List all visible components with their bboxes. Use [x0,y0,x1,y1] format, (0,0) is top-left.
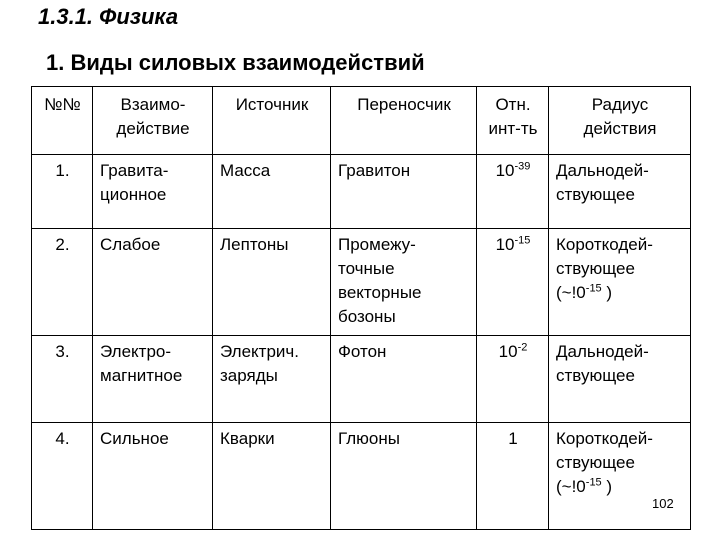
forces-table [31,86,691,530]
header-source: Источник [213,87,331,155]
header-intensity: Отн. инт-ть [477,87,549,155]
cell-carrier: Фотон [331,336,477,423]
cell-carrier: Промежу- точные векторные бозоны [331,229,477,336]
cell-interaction: Сильное [93,423,213,530]
slide-subtitle: 1. Виды силовых взаимодействий [46,50,425,75]
header-interaction: Взаимо- действие [93,87,213,155]
header-num: №№ [32,87,93,155]
cell-num: 4. [32,423,93,530]
header-radius: Радиус действия [549,87,691,155]
cell-radius: Короткодей- ствующее ($\sim!0^{-15}$ ) [549,423,691,530]
table-row [32,423,691,530]
cell-interaction: Слабое [93,229,213,336]
table-row [32,336,691,423]
cell-intensity: $10^{-15}$ [477,229,549,336]
header-carrier: Переносчик [331,87,477,155]
cell-source: Лептоны [213,229,331,336]
cell-interaction: Электро- магнитное [93,336,213,423]
cell-interaction: Гравита- ционное [93,155,213,229]
cell-num: 1. [32,155,93,229]
section-title: 1.3.1. Физика [38,4,179,29]
cell-source: Электрич. заряды [213,336,331,423]
cell-intensity: 1 [477,423,549,530]
cell-intensity: $10^{-39}$ [477,155,549,229]
table-row [32,229,691,336]
cell-radius: Короткодей- ствующее ($\sim!0^{-15}$ ) [549,229,691,336]
cell-source: Кварки [213,423,331,530]
cell-radius: Дальнодей- ствующее [549,336,691,423]
cell-num: 3. [32,336,93,423]
cell-source: Масса [213,155,331,229]
cell-num: 2. [32,229,93,336]
cell-radius: Дальнодей- ствующее [549,155,691,229]
cell-intensity: $10^{-2}$ [477,336,549,423]
cell-carrier: Гравитон [331,155,477,229]
cell-carrier: Глюоны [331,423,477,530]
table-header-row [32,87,691,155]
page-number: 102 [652,496,674,511]
table-row [32,155,691,229]
